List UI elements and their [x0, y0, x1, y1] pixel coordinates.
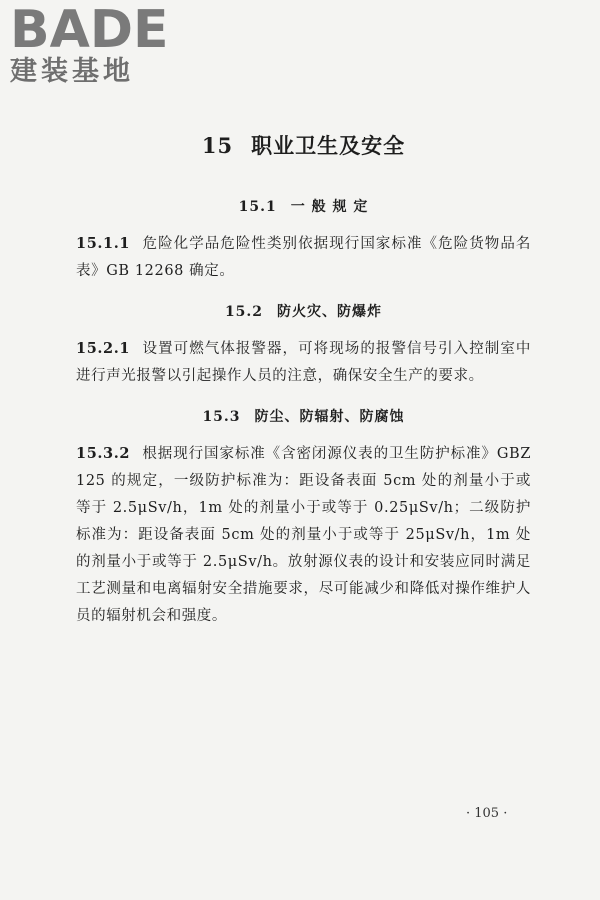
- clause-paragraph: [76, 440, 531, 630]
- section-title: 防尘、防辐射、防腐蚀: [254, 409, 405, 425]
- chapter-title-text: 职业卫生及安全: [251, 133, 406, 158]
- section-title: 一 般 规 定: [290, 199, 369, 215]
- clause-text: 危险化学品危险性类别依据现行国家标准《危险货物品名表》GB 12268 确定。: [76, 236, 531, 279]
- clause-text: 根据现行国家标准《含密闭源仪表的卫生防护标准》GBZ 125 的规定，一级防护标准为：距设备表面 5cm 处的剂量小于或等于 2.5μSv/h，1m 处的剂量小于或等于 0.25μSv/h；二级防护标准为：距设备表面 5cm 处的剂量小于或等于 25μSv/h，1m 处的剂量小于或等于 2.5μSv/h。放射源仪表的设计和安装应同时满足工艺测量和电离辐射安全措施要求，尽可能减少和降低对操作维护人员的辐射机会和强度。: [76, 446, 531, 624]
- page-number: · 105 ·: [466, 806, 508, 821]
- watermark-logo: [10, 0, 180, 88]
- logo-subtitle: 建装基地: [10, 56, 134, 87]
- section-heading: [76, 301, 531, 321]
- clause-paragraph: [76, 230, 531, 285]
- clause-number: 15.2.1: [76, 340, 131, 357]
- section-heading: [76, 406, 531, 426]
- section-title: 防火灾、防爆炸: [277, 304, 383, 320]
- clause-number: 15.1.1: [76, 235, 131, 252]
- page-content: [76, 130, 531, 646]
- clause-number: 15.3.2: [76, 445, 131, 462]
- section-number: 15.3: [202, 409, 241, 425]
- section-heading: [76, 196, 531, 216]
- section-number: 15.1: [238, 199, 277, 215]
- logo-mark: BADE: [10, 0, 169, 60]
- chapter-title: [76, 130, 531, 160]
- clause-paragraph: [76, 335, 531, 390]
- clause-text: 设置可燃气体报警器，可将现场的报警信号引入控制室中进行声光报警以引起操作人员的注意，确保安全生产的要求。: [76, 341, 531, 384]
- section-number: 15.2: [224, 304, 264, 320]
- chapter-number: 15: [201, 133, 234, 158]
